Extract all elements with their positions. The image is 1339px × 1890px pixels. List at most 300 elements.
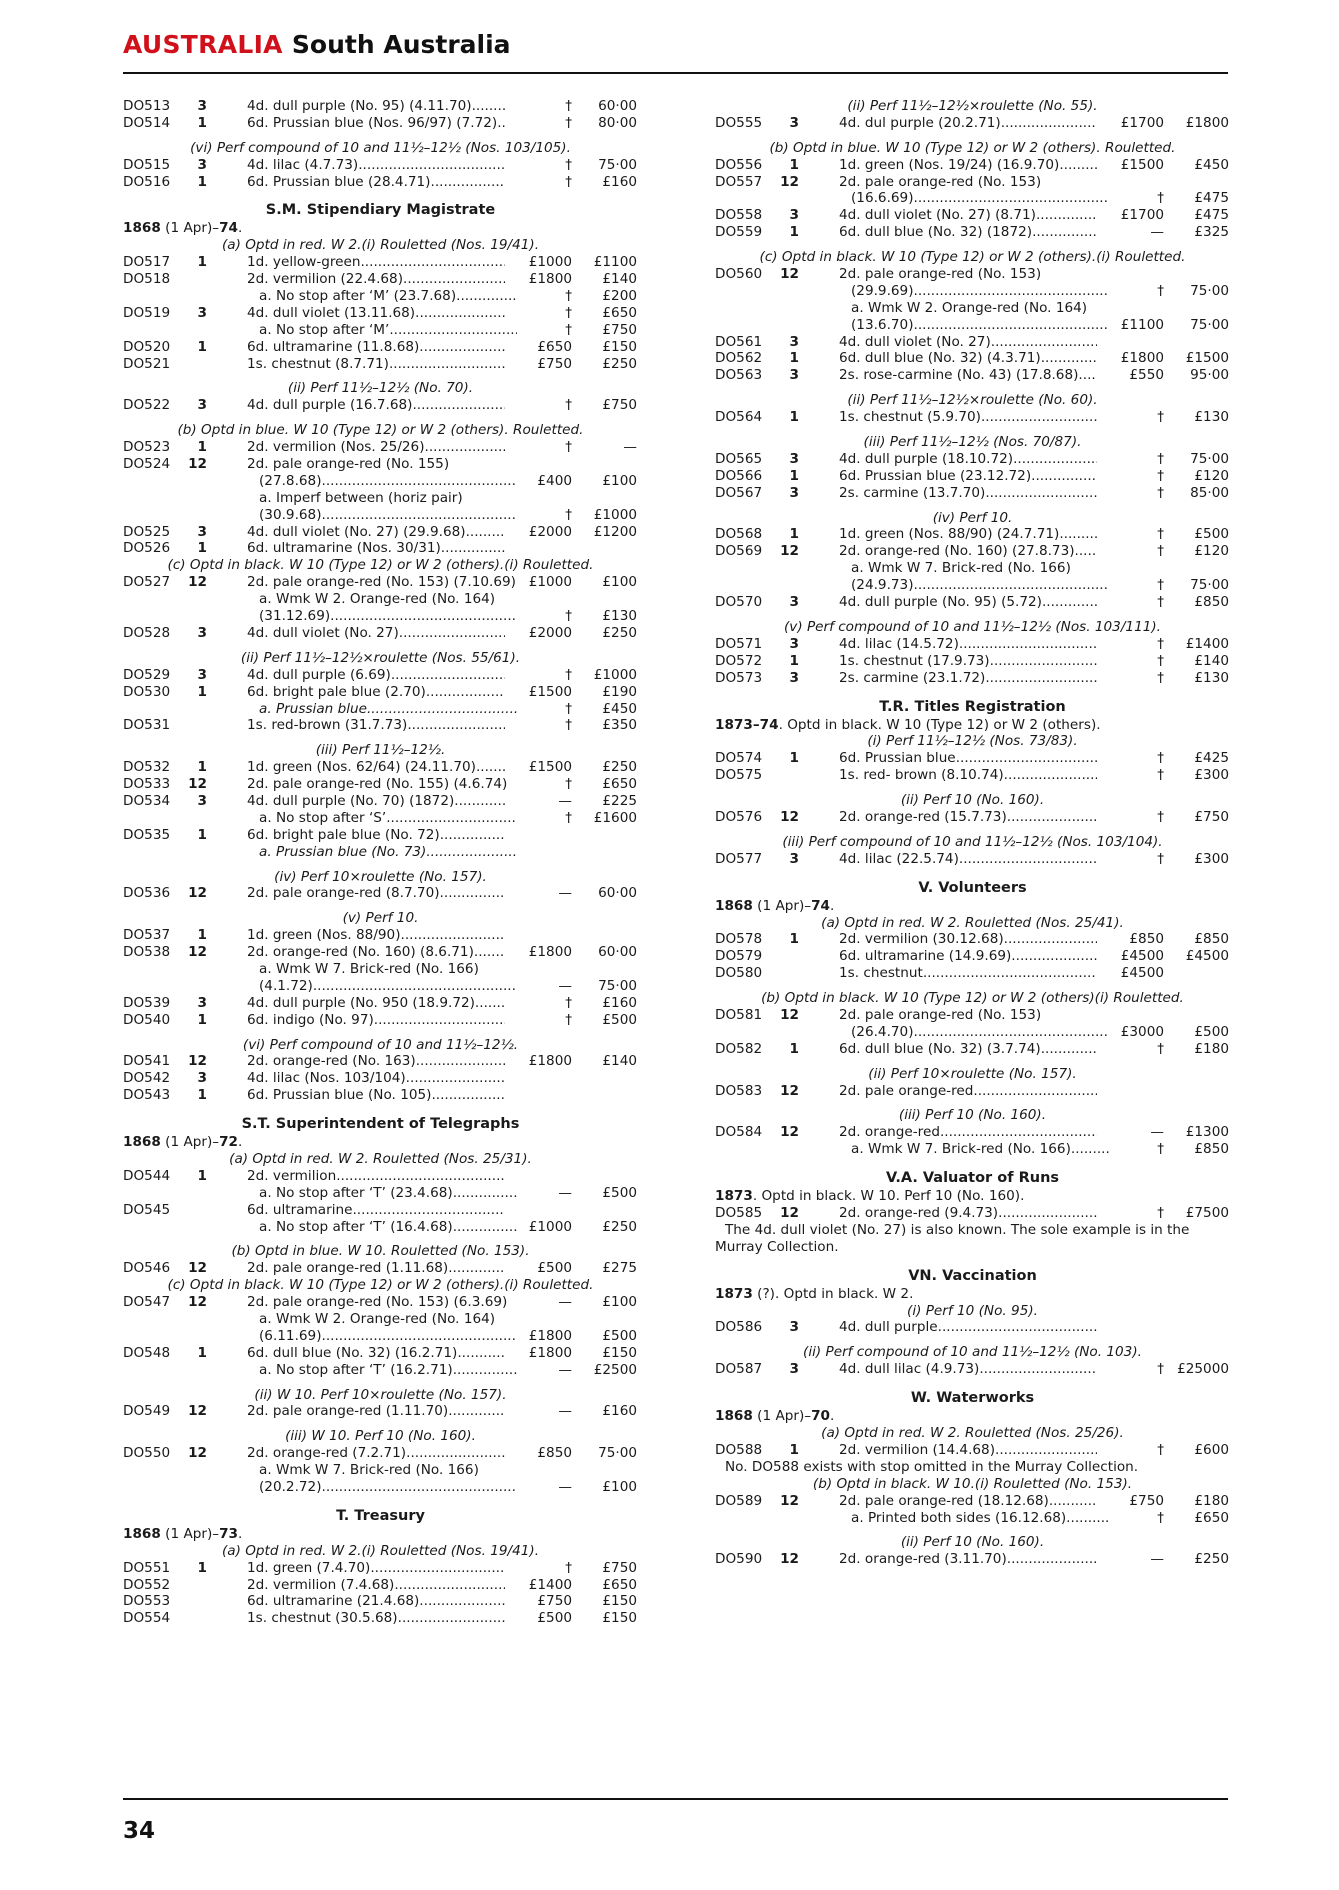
type-number: 12 [780,266,799,283]
catalogue-number: DO553 [123,1593,171,1610]
description-text: 1d. green (7.4.70) ..... [247,1560,505,1577]
description-text: 4d. dull purple (6.69) ..... [247,667,505,684]
subheading: (ii) Perf 10 (No. 160). [900,1534,1045,1551]
spacer [715,1058,1230,1066]
catalogue-number: DO566 [715,467,763,484]
issue-text: (1 Apr)– [752,1408,812,1425]
variety-row [715,190,1230,207]
issue-year: 1868 [123,1134,161,1151]
catalogue-number: DO523 [123,439,171,456]
description-text: 2d. pale orange-red (No. 153) (7.10.69) [247,574,516,591]
price-unused: † [1157,467,1164,484]
variety-row [123,1311,638,1328]
price-unused: £1800 [1120,350,1164,367]
description-text: 2d. orange-red (7.2.71) ..... [247,1445,505,1462]
section-heading: T.R. Titles Registration [879,698,1066,715]
price-unused: † [1157,190,1164,207]
stamp-row [715,115,1230,132]
type-number: 1 [789,931,799,948]
price-unused: £4500 [1120,948,1164,965]
price-unused: £1800 [528,1327,572,1344]
price-unused: † [1157,635,1164,652]
description-text: 1d. yellow-green ..... [247,254,505,271]
footnote: No. DO588 exists with stop omitted in the Murray Collection. [725,1458,1139,1475]
description-text: 6d. Prussian blue ..... [839,750,1097,767]
description-text: 4d. dull lilac (4.9.73) ..... [839,1361,1097,1378]
type-number: 1 [789,1040,799,1057]
subheading: (b) Optd in blue. W 10 (Type 12) or W 2 (others). Rouletted. [769,139,1176,156]
spacer [715,241,1230,249]
spacer [715,611,1230,619]
description-text: 1s. chestnut (30.5.68) ..... [247,1610,505,1627]
stamp-description [259,844,639,861]
price-used: £160 [602,1403,637,1420]
stamp-row [715,1361,1230,1378]
description-text: 1s. chestnut ..... [839,965,1097,982]
type-number: 3 [789,484,799,501]
price-unused: † [565,397,572,414]
type-number: 3 [789,450,799,467]
stamp-row [715,409,1230,426]
variety-row [123,701,638,718]
price-unused: £3000 [1120,1023,1164,1040]
description-text: 2d. orange-red (3.11.70) ..... [839,1551,1097,1568]
price-used: £1300 [1185,1124,1229,1141]
description-text: 2d. pale orange-red (No. 153) (6.3.69) [247,1294,508,1311]
description-text: 2d. pale orange-red (No. 155) [247,456,450,473]
description-text: (27.8.68) ..... [259,473,517,490]
stamp-row [715,367,1230,384]
description-text: 2d. pale orange-red (No. 155) (4.6.74) [247,776,508,793]
price-used: £1600 [593,809,637,826]
type-number: 3 [789,635,799,652]
variety-row [123,473,638,490]
price-unused: † [1157,669,1164,686]
description-text: 2d. orange-red (No. 160) (27.8.73) ..... [839,543,1097,560]
price-used: 85·00 [1190,484,1229,501]
spacer [123,734,638,742]
catalogue-number: DO549 [123,1403,171,1420]
catalogue-number: DO569 [715,543,763,560]
price-unused: — [558,1361,572,1378]
catalogue-number: DO568 [715,526,763,543]
stamp-row [123,356,638,373]
price-unused: † [565,700,572,717]
catalogue-number: DO557 [715,173,763,190]
price-unused: £1500 [528,683,572,700]
price-used: £650 [602,776,637,793]
price-used: £160 [602,173,637,190]
description-text: 6d. bright pale blue (2.70) ..... [247,684,505,701]
stamp-row [715,174,1230,191]
description-text: 2s. carmine (13.7.70) ..... [839,485,1097,502]
issue-year: 1873 [715,1188,753,1205]
variety-row [715,577,1230,594]
description-text: a. Wmk W 2. Orange-red (No. 164) [259,591,496,608]
type-number: 1 [197,439,207,456]
price-used: 75·00 [598,156,637,173]
catalogue-number: DO582 [715,1040,763,1057]
description-text: a. No stop after ‘M’ (23.7.68) ..... [259,288,517,305]
stamp-row [123,1294,638,1311]
catalogue-number: DO560 [715,266,763,283]
catalogue-number: DO573 [715,669,763,686]
spacer [715,132,1230,140]
price-used: £500 [602,1011,637,1028]
description-text: a. Wmk W 7. Brick-red (No. 166) [259,1462,479,1479]
catalogue-number: DO587 [715,1361,763,1378]
catalogue-number: DO541 [123,1053,171,1070]
catalogue-number: DO590 [715,1551,763,1568]
price-unused: † [1157,594,1164,611]
description-text: 6d. ultramarine ..... [247,1202,505,1219]
stamp-row [715,1493,1230,1510]
price-unused: £550 [1129,367,1164,384]
subheading: (a) Optd in red. W 2.(i) Rouletted (Nos. 19/41). [221,1542,540,1559]
type-number: 12 [188,885,207,902]
stamp-description [839,1083,1219,1100]
catalogue-number: DO589 [715,1492,763,1509]
type-number: 1 [789,409,799,426]
type-number: 12 [780,1492,799,1509]
price-unused: † [565,994,572,1011]
catalogue-number: DO554 [123,1610,171,1627]
spacer [715,1336,1230,1344]
price-used: £100 [602,472,637,489]
description-text: a. Prussian blue ..... [259,701,517,718]
description-text: 4d. lilac (14.5.72) ..... [839,636,1097,653]
type-number: 1 [789,156,799,173]
price-unused: — [558,792,572,809]
stamp-row [715,931,1230,948]
price-used: £150 [602,338,637,355]
type-number: 3 [789,207,799,224]
catalogue-number: DO526 [123,540,171,557]
variety-row [123,961,638,978]
catalogue-number: DO565 [715,450,763,467]
description-text: 4d. dull violet (No. 27) (8.71) ..... [839,207,1097,224]
price-unused: £1000 [528,254,572,271]
stamp-row [123,1560,638,1577]
description-text: 2d. vermilion (30.12.68) ..... [839,931,1097,948]
price-used: 75·00 [1190,450,1229,467]
price-used: 75·00 [598,1445,637,1462]
issue-year: 1868 [123,220,161,237]
price-unused: † [1157,1509,1164,1526]
description-text: 6d. indigo (No. 97) ..... [247,1012,505,1029]
description-text: 4d. dull purple (No. 70) (1872) ..... [247,793,505,810]
stamp-description [259,1462,639,1479]
stamp-description [247,1168,627,1185]
type-number: 3 [197,666,207,683]
stamp-row [123,1403,638,1420]
description-text: a. Wmk W 7. Brick-red (No. 166) [851,560,1071,577]
variety-row [715,317,1230,334]
spacer [123,861,638,869]
description-text: 2s. carmine (23.1.72) ..... [839,670,1097,687]
price-unused: — [558,977,572,994]
catalogue-number: DO515 [123,156,171,173]
description-text: a. No stop after ‘M’ ..... [259,322,517,339]
type-number: 3 [789,669,799,686]
price-unused: — [558,1403,572,1420]
stamp-description [247,827,627,844]
catalogue-number: DO539 [123,994,171,1011]
type-number: 12 [780,1082,799,1099]
description-text: 1s. chestnut (5.9.70) ..... [839,409,1097,426]
price-unused: — [558,885,572,902]
catalogue-number: DO580 [715,965,763,982]
price-used: 75·00 [1190,577,1229,594]
price-unused: † [1157,282,1164,299]
issue-intro [715,898,1230,915]
type-number: 1 [789,1441,799,1458]
type-number: 3 [197,792,207,809]
description-text: a. Imperf between (horiz pair) [259,489,463,506]
price-used: £250 [602,759,637,776]
type-number: 1 [197,254,207,271]
description-text: 6d. bright pale blue (No. 72) ..... [247,827,505,844]
catalogue-number: DO545 [123,1201,171,1218]
catalogue-number: DO530 [123,683,171,700]
description-text: 6d. dull blue (No. 32) (16.2.71) ..... [247,1345,505,1362]
price-used: £250 [1194,1551,1229,1568]
type-number: 3 [789,333,799,350]
stamp-row [715,266,1230,283]
stamp-description [247,1202,627,1219]
price-used: £425 [1194,750,1229,767]
subheading: (v) Perf compound of 10 and 11½–12½ (Nos. 103/111). [783,618,1161,635]
price-unused: — [558,1479,572,1496]
spacer [123,1379,638,1387]
variety-row [715,300,1230,317]
type-number: 1 [789,750,799,767]
subheading: (ii) Perf 10 (No. 160). [900,792,1045,809]
catalogue-number: DO516 [123,173,171,190]
price-unused: £1500 [528,759,572,776]
type-number: 12 [188,1445,207,1462]
price-used: 60·00 [598,885,637,902]
stamp-row [123,1202,638,1219]
stamp-row [123,1345,638,1362]
description-text: a. Printed both sides (16.12.68) ..... [851,1510,1109,1527]
price-used: £1500 [1185,350,1229,367]
price-unused: † [565,809,572,826]
spacer [715,384,1230,392]
subheading: (iii) W 10. Perf 10 (No. 160). [285,1428,476,1445]
issue-year: 1868 [123,1525,161,1542]
stamp-row [715,965,1230,982]
issue-intro [123,1526,638,1543]
price-unused: £500 [537,1260,572,1277]
price-unused: † [1157,1361,1164,1378]
price-unused: † [565,439,572,456]
stamp-row [123,625,638,642]
stamp-row [123,456,638,473]
type-number: 12 [188,776,207,793]
spacer [715,1099,1230,1107]
catalogue-number: DO559 [715,224,763,241]
stamp-row [123,540,638,557]
description-text: 2d. pale orange-red ..... [839,1083,1097,1100]
price-used: £2500 [593,1361,637,1378]
price-unused: † [1157,484,1164,501]
price-unused: £4500 [1120,965,1164,982]
stamp-row [715,485,1230,502]
subheading: (iii) Perf 11½–12½ (Nos. 70/87). [863,434,1082,451]
spacer [123,1235,638,1243]
price-used: £275 [602,1260,637,1277]
price-unused: — [1150,1124,1164,1141]
price-unused: † [565,98,572,114]
type-number: 1 [789,350,799,367]
description-text: 6d. ultramarine (11.8.68) ..... [247,339,505,356]
type-number: 12 [780,543,799,560]
type-number: 1 [789,526,799,543]
catalogue-number: DO552 [123,1576,171,1593]
stamp-row [715,1041,1230,1058]
subheading: (c) Optd in black. W 10 (Type 12) or W 2 (others).(i) Rouletted. [167,557,594,574]
description-text: 1d. green (Nos. 19/24) (16.9.70) ..... [839,157,1097,174]
price-used: 75·00 [1190,282,1229,299]
issue-text: . Optd in black. W 10. Perf 10 (No. 160). [752,1188,1025,1205]
catalogue-number: DO513 [123,98,171,114]
price-unused: £1700 [1120,114,1164,131]
type-number: 3 [789,367,799,384]
variety-row [123,978,638,995]
variety-row [123,1328,638,1345]
price-unused: † [1157,750,1164,767]
description-text: 1s. chestnut (8.7.71) ..... [247,356,505,373]
type-number: 12 [188,1260,207,1277]
issue-year: 1868 [715,1408,753,1425]
description-text: 2d. pale orange-red (8.7.70) ..... [247,885,505,902]
issue-text: (1 Apr)– [160,1134,220,1151]
catalogue-number: DO531 [123,717,171,734]
catalogue-number: DO520 [123,338,171,355]
subheading: (iii) Perf 10 (No. 160). [898,1107,1047,1124]
catalogue-number: DO575 [715,767,763,784]
stamp-row [715,1124,1230,1141]
stamp-row [715,224,1230,241]
description-text: (24.9.73) ..... [851,577,1109,594]
catalogue-number: DO535 [123,826,171,843]
subheading: (b) Optd in blue. W 10. Rouletted (No. 153). [231,1243,530,1260]
catalogue-number: DO567 [715,484,763,501]
variety-row [123,322,638,339]
type-number: 3 [789,850,799,867]
price-unused: † [565,156,572,173]
stamp-row [123,1593,638,1610]
subheading: (ii) Perf 11½–12½×roulette (No. 55). [847,98,1098,114]
issue-text: (1 Apr)– [160,220,220,237]
type-number: 12 [780,1124,799,1141]
description-text: a. No stop after ‘T’ (16.4.68) ..... [259,1219,517,1236]
catalogue-number: DO583 [715,1082,763,1099]
price-used: £120 [1194,543,1229,560]
catalogue-number: DO556 [715,156,763,173]
description-text: a. Wmk W 2. Orange-red (No. 164) [259,1311,496,1327]
catalogue-number: DO537 [123,927,171,944]
catalogue-number: DO550 [123,1445,171,1462]
description-text: 2d. vermilion (22.4.68) ..... [247,271,505,288]
stamp-row [715,468,1230,485]
price-used: £850 [1194,594,1229,611]
price-unused: £750 [1129,1492,1164,1509]
description-text: 4d. dull violet (No. 27) (29.9.68) ..... [247,524,505,541]
section-heading: S.M. Stipendiary Magistrate [265,202,496,219]
spacer [123,1029,638,1037]
price-used: £475 [1194,207,1229,224]
stamp-row [715,750,1230,767]
price-unused: £1500 [1120,156,1164,173]
stamp-description [259,490,639,507]
description-text: 2d. orange-red (15.7.73) ..... [839,809,1097,826]
type-number: 1 [789,467,799,484]
description-text: 2d. vermilion ..... [247,1168,505,1185]
description-text: 2d. orange-red ..... [839,1124,1097,1141]
issue-text-end: . [237,1525,243,1542]
description-text: 4d. dull purple (No. 950 (18.9.72) ..... [247,995,505,1012]
stamp-row [123,759,638,776]
price-used: £150 [602,1593,637,1610]
price-unused: † [1157,1040,1164,1057]
catalogue-number: DO517 [123,254,171,271]
variety-row [715,1510,1230,1527]
description-text: 2d. pale orange-red (No. 153) [839,173,1042,190]
type-number: 12 [780,1204,799,1221]
section-heading: VN. Vaccination [908,1267,1037,1284]
price-used: £750 [602,321,637,338]
price-unused: † [565,173,572,190]
type-number: 12 [188,1403,207,1420]
description-text: (16.6.69) ..... [851,190,1109,207]
type-number: 12 [188,1294,207,1311]
subheading: (c) Optd in black. W 10 (Type 12) or W 2 (others).(i) Rouletted. [759,249,1186,266]
description-text: 6d. Prussian blue (28.4.71) ..... [247,174,505,191]
price-unused: £2000 [528,624,572,641]
price-unused: † [1157,1204,1164,1221]
section-heading: T. Treasury [336,1507,425,1524]
stamp-description [247,1070,627,1087]
type-number: 3 [197,523,207,540]
price-unused: £2000 [528,523,572,540]
description-text: 2d. orange-red (No. 163) ..... [247,1053,505,1070]
catalogue-number: DO527 [123,574,171,591]
description-text: (30.9.68) ..... [259,507,517,524]
variety-row [715,283,1230,300]
price-unused: † [1157,808,1164,825]
catalogue-number: DO562 [715,350,763,367]
variety-row [123,591,638,608]
catalogue-number: DO528 [123,624,171,641]
subheading: (ii) Perf 11½–12½×roulette (No. 60). [847,392,1098,409]
price-used: £25000 [1177,1361,1229,1378]
subheading: (c) Optd in black. W 10 (Type 12) or W 2 (others).(i) Rouletted. [167,1277,594,1294]
stamp-row [715,594,1230,611]
description-text: 6d. dull blue (No. 32) (3.7.74) ..... [839,1041,1097,1058]
price-used: 95·00 [1190,367,1229,384]
type-number: 12 [188,1053,207,1070]
running-header [123,30,511,70]
price-used: — [623,439,637,456]
price-used: £500 [602,1327,637,1344]
spacer [715,1526,1230,1534]
type-number: 12 [780,1006,799,1023]
subheading: (ii) Perf compound of 10 and 11½–12½ (No. 103). [803,1344,1142,1361]
description-text: 1s. chestnut (17.9.73) ..... [839,653,1097,670]
type-number: 12 [780,173,799,190]
